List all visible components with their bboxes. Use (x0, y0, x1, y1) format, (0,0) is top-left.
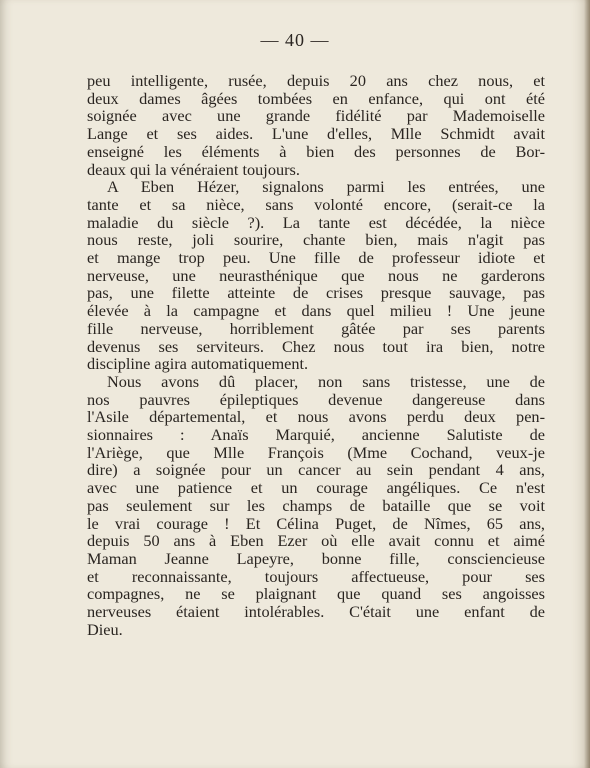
text-line: soignée avec une grande fidélité par Mademoiselle (87, 106, 545, 126)
text-line: deaux qui la vénéraient toujours. (87, 159, 300, 179)
text-line: enseigné les éléments à bien des personnes de Bor- (87, 141, 545, 161)
text-line: peu intelligente, rusée, depuis 20 ans chez nous, et (87, 71, 545, 90)
text-line: et mange trop peu. Une fille de professeur idiote et (87, 248, 545, 268)
text-line: l'Asile départemental, et nous avons perdu deux pen- (87, 407, 545, 427)
text-line: maladie du siècle ?). La tante est décédée, la nièce (87, 212, 545, 232)
text-line: fille nerveuse, horriblement gâtée par ses parents (87, 318, 545, 338)
text-line: deux dames âgées tombées en enfance, qui ont été (87, 88, 545, 108)
text-line: pas seulement sur les champs de bataille que se voit (87, 495, 545, 515)
text-line: nerveuses étaient intolérables. C'était une enfant de (87, 602, 545, 622)
page-edge-shadow (584, 0, 590, 768)
text-line: depuis 50 ans à Eben Ezer où elle avait connu et aimé (87, 531, 545, 551)
text-line: sionnaires : Anaïs Marquié, ancienne Salutiste de (87, 425, 545, 445)
page-body-text (87, 72, 545, 639)
text-line: nous reste, joli sourire, chante bien, mais n'agit pas (87, 230, 545, 250)
text-line: nos pauvres épileptiques devenue dangereuse dans (87, 389, 545, 409)
text-line: Lange et ses aides. L'une d'elles, Mlle Schmidt avait (87, 124, 545, 144)
text-line: pas, une filette atteinte de crises presque sauvage, pas (87, 283, 545, 303)
text-line: nerveuse, une neurasthénique que nous ne garderons (87, 265, 545, 285)
text-line: élevée à la campagne et dans quel milieu ! Une jeune (87, 301, 545, 321)
text-line: Maman Jeanne Lapeyre, bonne fille, consciencieuse (87, 548, 545, 568)
text-line: le vrai courage ! Et Célina Puget, de Nîmes, 65 ans, (87, 513, 545, 533)
text-line: et reconnaissante, toujours affectueuse, pour ses (87, 566, 545, 586)
text-line: avec une patience et un courage angéliques. Ce n'est (87, 478, 545, 498)
text-line: devenus ses serviteurs. Chez nous tout ira bien, notre (87, 336, 545, 356)
text-line: l'Ariège, que Mlle François (Mme Cochand, veux-je (87, 442, 545, 462)
text-line: dire) a soignée pour un cancer au sein pendant 4 ans, (87, 460, 545, 480)
text-line: compagnes, ne se plaignant que quand ses angoisses (87, 584, 545, 604)
page-number: — 40 — (260, 30, 330, 50)
paragraph-3 (87, 373, 545, 639)
text-line: Dieu. (87, 619, 123, 639)
text-line: discipline agira automatiquement. (87, 354, 309, 374)
text-line: tante et sa nièce, sans volonté encore, (serait-ce la (87, 194, 545, 214)
paragraph-1 (87, 72, 545, 178)
text-line: A Eben Hézer, signalons parmi les entrées, une (107, 177, 545, 197)
text-line: Nous avons dû placer, non sans tristesse, une de (107, 371, 545, 391)
paragraph-2 (87, 178, 545, 373)
